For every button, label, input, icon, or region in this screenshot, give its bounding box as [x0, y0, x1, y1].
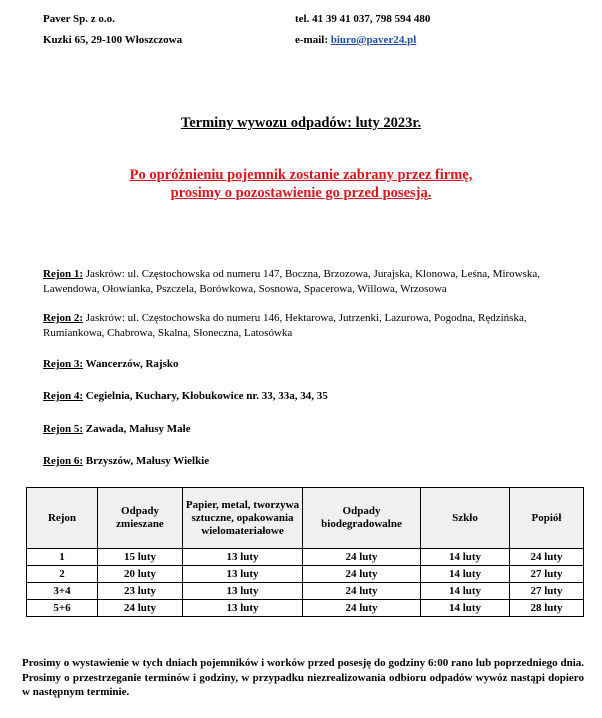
table-cell: 13 luty: [183, 583, 303, 600]
email-link[interactable]: biuro@paver24.pl: [330, 34, 417, 46]
region-4: [43, 389, 578, 404]
region-6: [43, 454, 578, 469]
company-email-line: [295, 33, 416, 47]
header-cell: Popiół: [510, 488, 584, 549]
region-text: Zawada, Małusy Małe: [83, 423, 191, 435]
region-text: Cegielnia, Kuchary, Kłobukowice nr. 33, 33a, 34, 35: [83, 390, 328, 402]
table-cell: 14 luty: [421, 549, 510, 566]
header-cell: Rejon: [27, 488, 98, 549]
table-cell: 5+6: [27, 600, 98, 617]
header-cell: Papier, metal, tworzywa sztuczne, opakowania wielomateriałowe: [183, 488, 303, 549]
notice-line-1: Po opróżnieniu pojemnik zostanie zabrany przez firmę,: [129, 167, 473, 183]
header-cell: Szkło: [421, 488, 510, 549]
table-cell: 13 luty: [183, 600, 303, 617]
table-cell: 24 luty: [303, 549, 421, 566]
table-cell: 14 luty: [421, 566, 510, 583]
region-text: Jaskrów: ul. Częstochowska do numeru 146, Hektarowa, Jutrzenki, Lazurowa, Pogodna, Rędzińska, Rumiankowa, Chabrowa, Skalna, Słoneczna, Latosówka: [43, 312, 527, 339]
table-cell: 13 luty: [183, 549, 303, 566]
notice-line-2: prosimy o pozostawienie go przed posesją.: [170, 185, 432, 201]
company-address: Kuzki 65, 29-100 Włoszczowa: [43, 34, 183, 46]
table-row: [27, 583, 584, 600]
table-row: [27, 600, 584, 617]
header-cell: Odpady biodegradowalne: [303, 488, 421, 549]
region-2: [43, 311, 578, 341]
table-cell: 3+4: [27, 583, 98, 600]
email-label: e-mail:: [295, 34, 331, 46]
region-text: Jaskrów: ul. Częstochowska od numeru 147, Boczna, Brzozowa, Jurajska, Klonowa, Leśna, Mirowska, Lawendowa, Ołowianka, Pszczela, Borówkowa, Sosnowa, Spacerowa, Willowa, Wrzosowa: [43, 268, 541, 295]
region-label: Rejon 2:: [43, 312, 84, 324]
table-header-row: [27, 488, 584, 549]
region-label: Rejon 1:: [43, 268, 84, 280]
region-label: Rejon 4:: [43, 390, 84, 402]
table-cell: 15 luty: [98, 549, 183, 566]
table-cell: 14 luty: [421, 600, 510, 617]
footer-note: Prosimy o wystawienie w tych dniach pojemników i worków przed posesję do godziny 6:00 rano lub poprzedniego dnia. Prosimy o przestrzeganie terminów i godziny, w przypadku niezrealizowania odbioru odpadów wywóz nastąpi dopiero w następnym terminie.: [22, 657, 584, 698]
table-cell: 20 luty: [98, 566, 183, 583]
table-cell: 28 luty: [510, 600, 584, 617]
table-cell: 24 luty: [303, 566, 421, 583]
table-cell: 24 luty: [303, 600, 421, 617]
region-5: [43, 422, 578, 437]
table-row: [27, 566, 584, 583]
region-text: Wancerzów, Rajsko: [83, 358, 179, 370]
table-cell: 14 luty: [421, 583, 510, 600]
schedule-table: [26, 487, 584, 617]
table-cell: 13 luty: [183, 566, 303, 583]
table-cell: 23 luty: [98, 583, 183, 600]
table-cell: 2: [27, 566, 98, 583]
table-cell: 24 luty: [510, 549, 584, 566]
company-name: Paver Sp. z o.o.: [43, 13, 115, 25]
table-cell: 24 luty: [303, 583, 421, 600]
company-phone: tel. 41 39 41 037, 798 594 480: [295, 13, 431, 25]
table-cell: 1: [27, 549, 98, 566]
region-label: Rejon 5:: [43, 423, 84, 435]
table-cell: 27 luty: [510, 583, 584, 600]
page-title: Terminy wywozu odpadów: luty 2023r.: [180, 115, 422, 131]
region-text: Brzyszów, Małusy Wielkie: [83, 455, 210, 467]
table-cell: 27 luty: [510, 566, 584, 583]
region-label: Rejon 6:: [43, 455, 84, 467]
header-cell: Odpady zmieszane: [98, 488, 183, 549]
table-row: [27, 549, 584, 566]
region-3: [43, 357, 578, 372]
region-1: [43, 267, 578, 297]
table-cell: 24 luty: [98, 600, 183, 617]
region-label: Rejon 3:: [43, 358, 84, 370]
